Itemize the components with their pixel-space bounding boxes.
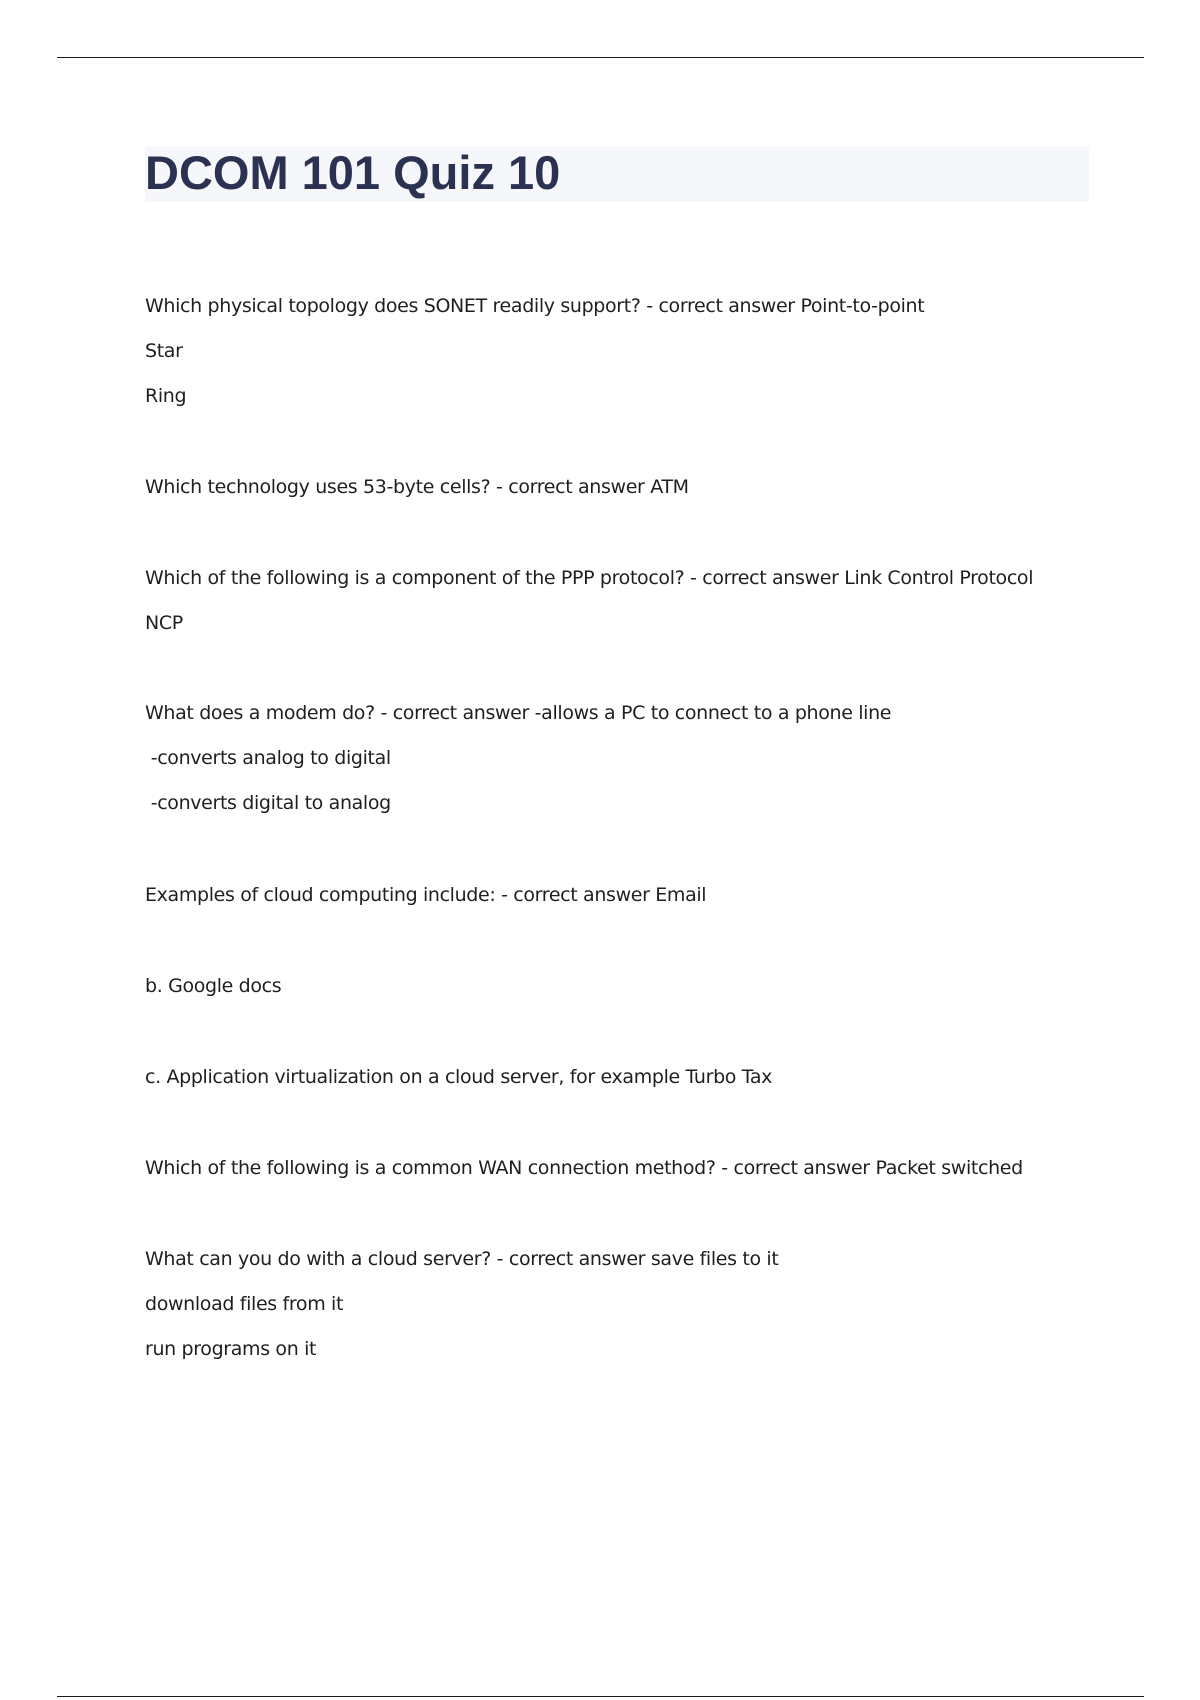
qa-item-app-virtualization (145, 1055, 1135, 1100)
qa-item-wan (145, 1146, 1135, 1191)
qa-answer-line: download files from it (145, 1293, 344, 1315)
qa-question: Which of the following is a common WAN connection method? - correct answer Packet switched (145, 1157, 1023, 1179)
bottom-rule (57, 1696, 1144, 1697)
page-title: DCOM 101 Quiz 10 (145, 146, 561, 199)
qa-answer-line: -converts analog to digital (145, 747, 391, 769)
qa-answer-line: Ring (145, 385, 187, 407)
qa-question: What does a modem do? - correct answer -allows a PC to connect to a phone line (145, 702, 892, 724)
qa-question: Examples of cloud computing include: - correct answer Email (145, 884, 707, 906)
qa-item-sonet (145, 284, 1135, 419)
qa-item-google-docs (145, 964, 1135, 1009)
top-rule (57, 57, 1144, 58)
qa-answer-line: Star (145, 340, 183, 362)
qa-question: Which physical topology does SONET readily support? - correct answer Point-to-point (145, 295, 925, 317)
qa-item-ppp (145, 556, 1135, 646)
qa-item-atm (145, 465, 1135, 510)
qa-item-cloud-examples (145, 873, 1135, 918)
qa-answer-line: run programs on it (145, 1338, 317, 1360)
qa-answer-line: -converts digital to analog (145, 792, 391, 814)
qa-question: Which technology uses 53-byte cells? - correct answer ATM (145, 476, 689, 498)
qa-answer-line: c. Application virtualization on a cloud server, for example Turbo Tax (145, 1066, 773, 1088)
qa-answer-line: b. Google docs (145, 975, 282, 997)
qa-item-cloud-server (145, 1237, 1135, 1372)
qa-item-modem (145, 691, 1135, 826)
qa-answer-line: NCP (145, 612, 183, 634)
qa-question: Which of the following is a component of the PPP protocol? - correct answer Link Control Protocol (145, 567, 1034, 589)
qa-question: What can you do with a cloud server? - correct answer save files to it (145, 1248, 779, 1270)
